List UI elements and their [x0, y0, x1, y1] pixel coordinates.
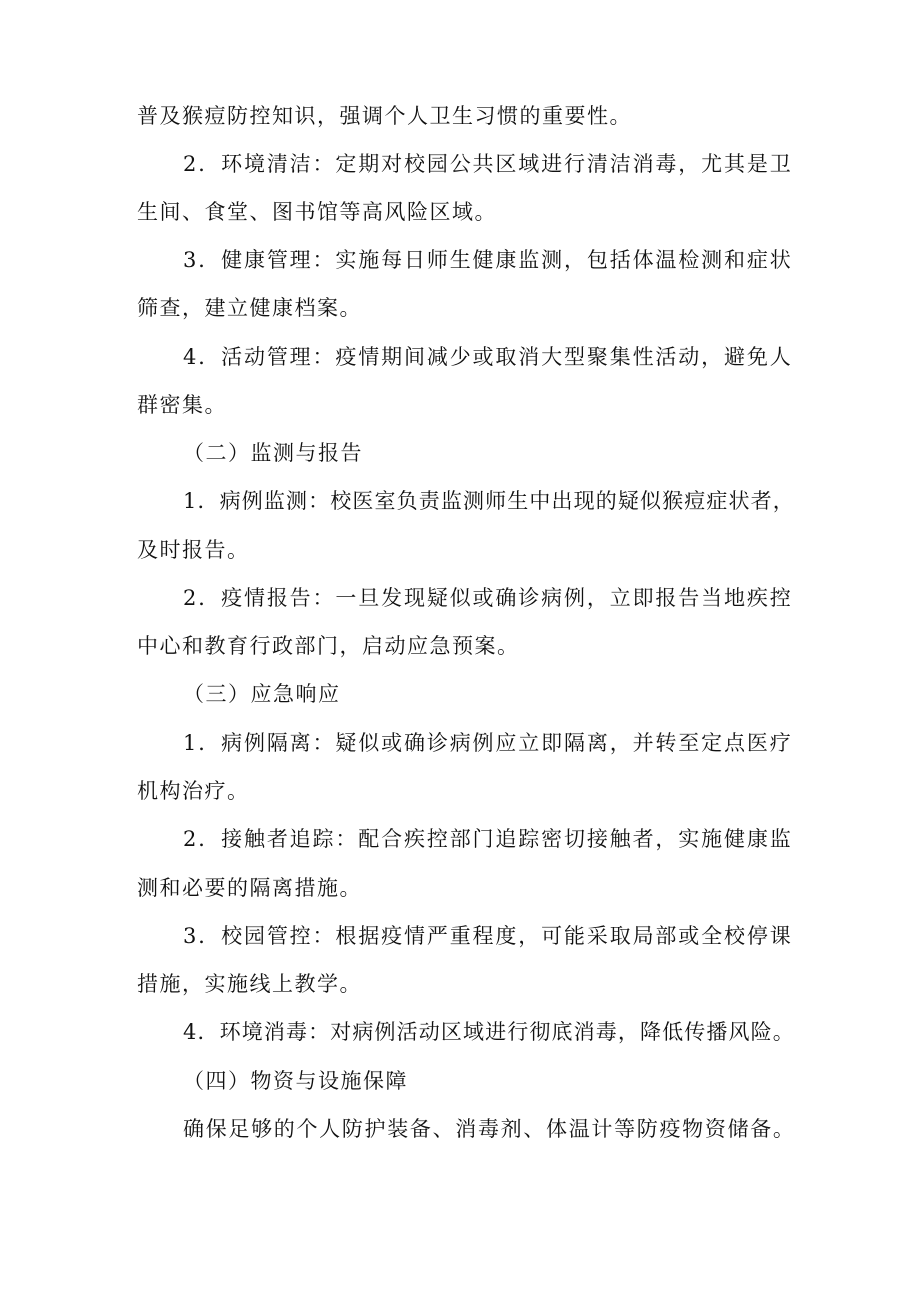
text-line: 1 ． 病 例 隔 离 ： 疑 似 或 确 诊 病 例 应 立 即 隔 离 ， 并 转 至 定 点 医 疗 [183, 731, 791, 755]
text-line: 中心和教育行政部门，启动应急预案。 [137, 634, 520, 658]
section-heading: （四）物资与设施保障 [183, 1069, 408, 1093]
text-line: 4 ． 环 境 消 毒 ： 对 病 例 活 动 区 域 进 行 彻 底 消 毒 ， 降 低 传 播 风 险 。 [183, 1020, 794, 1044]
text-line: 2 ． 疫 情 报 告 ： 一 旦 发 现 疑 似 或 确 诊 病 例 ， 立 即 报 告 当 地 疾 控 [183, 586, 791, 610]
text-line: 4 ． 活 动 管 理 ： 疫 情 期 间 减 少 或 取 消 大 型 聚 集 性 活 动 ， 避 免 人 [183, 345, 791, 369]
text-line: 1 ． 病 例 监 测 ： 校 医 室 负 责 监 测 师 生 中 出 现 的 疑 似 猴 痘 症 状 者 ， [183, 489, 794, 513]
text-line: 机构治疗。 [137, 779, 250, 803]
text-line: 及时报告。 [137, 538, 250, 562]
text-line: 确 保 足 够 的 个 人 防 护 装 备 、 消 毒 剂 、 体 温 计 等 防 疫 物 资 储 备 。 [183, 1117, 794, 1141]
text-line: 生间、食堂、图书馆等高风险区域。 [137, 200, 497, 224]
text-line: 普及猴痘防控知识，强调个人卫生习惯的重要性。 [137, 104, 632, 128]
text-line: 测和必要的隔离措施。 [137, 876, 362, 900]
text-line: 2 ． 接 触 者 追 踪 ： 配 合 疾 控 部 门 追 踪 密 切 接 触 者 ， 实 施 健 康 监 [183, 827, 791, 851]
section-heading: （三）应急响应 [183, 682, 341, 706]
text-line: 3 ． 健 康 管 理 ： 实 施 每 日 师 生 健 康 监 测 ， 包 括 体 温 检 测 和 症 状 [183, 248, 791, 272]
text-line: 3 ． 校 园 管 控 ： 根 据 疫 情 严 重 程 度 ， 可 能 采 取 局 部 或 全 校 停 课 [183, 924, 791, 948]
text-line: 2 ． 环 境 清 洁 ： 定 期 对 校 园 公 共 区 域 进 行 清 洁 消 毒 ， 尤 其 是 卫 [183, 152, 791, 176]
text-line: 群密集。 [137, 393, 227, 417]
section-heading: （二）监测与报告 [183, 441, 363, 465]
text-line: 措施，实施线上教学。 [137, 972, 362, 996]
text-line: 筛查，建立健康档案。 [137, 296, 362, 320]
